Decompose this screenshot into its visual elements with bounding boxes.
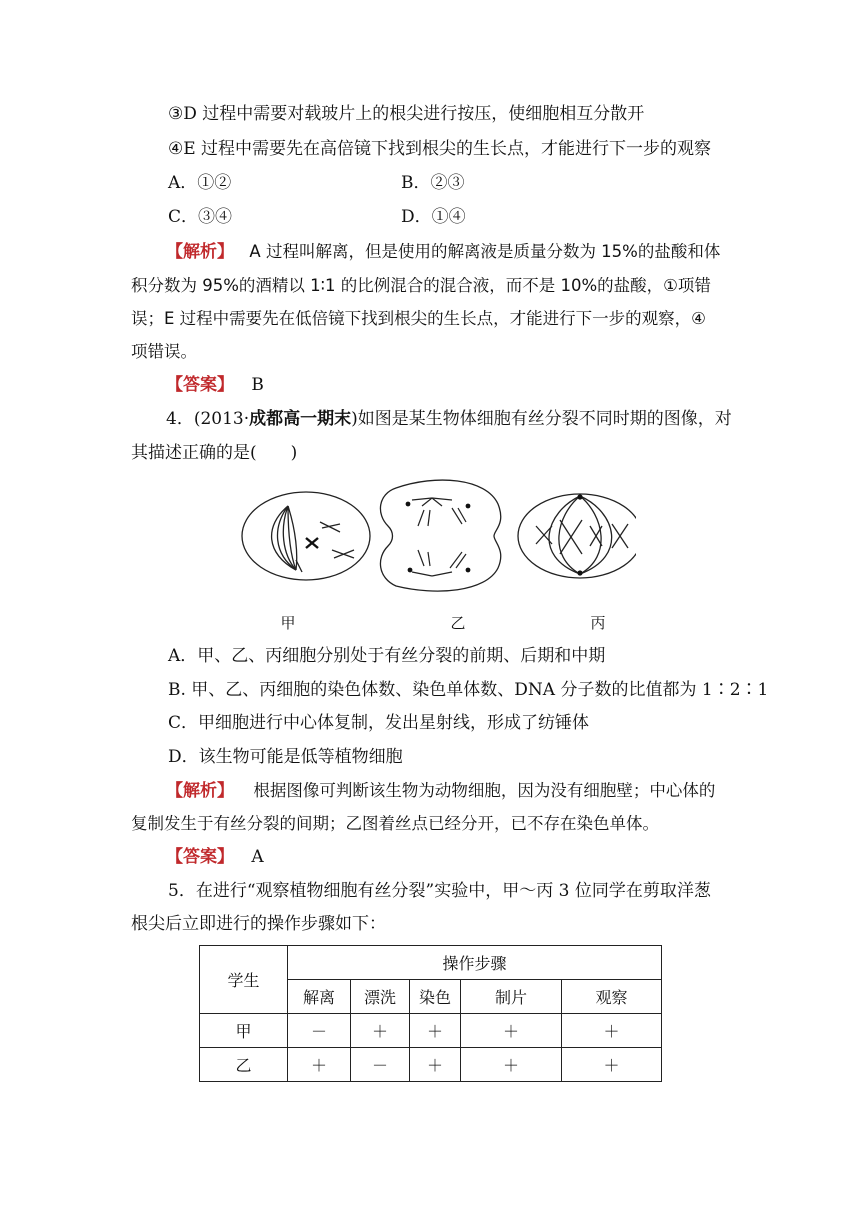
table-cell: －	[288, 1014, 351, 1048]
mitosis-figure	[236, 476, 636, 596]
q4-analysis-line-1	[166, 779, 715, 803]
operation-steps-table	[199, 945, 662, 1082]
q3-option-a: A．①②	[168, 173, 232, 193]
q3-item-3: ③D 过程中需要对载玻片上的根尖进行按压，使细胞相互分散开	[168, 104, 645, 124]
cell-jia	[242, 492, 370, 580]
q4-source: 成都高一期末	[249, 409, 352, 429]
student-name: 甲	[200, 1014, 288, 1048]
q4-year: 2013·	[200, 409, 250, 429]
cell-yi	[380, 480, 500, 591]
q4-stem-rest: )如图是某生物体细胞有丝分裂不同时期的图像，对	[351, 409, 732, 429]
table-row	[200, 1048, 662, 1082]
cell-bing	[518, 494, 636, 578]
q5-stem-line-1: 5．在进行“观察植物细胞有丝分裂”实验中，甲～丙 3 位同学在剪取洋葱	[168, 881, 711, 901]
figure-label-jia: 甲	[280, 614, 296, 632]
table-cell: ＋	[461, 1014, 562, 1048]
table-cell: －	[351, 1048, 410, 1082]
table-cell: ＋	[410, 1048, 461, 1082]
q4-number: 4．(	[166, 409, 201, 429]
q4-option-d: D．该生物可能是低等植物细胞	[168, 747, 403, 767]
q4-option-b: B. 甲、乙、丙细胞的染色体数、染色单体数、DNA 分子数的比值都为 1∶2∶1	[168, 680, 769, 700]
q3-option-c: C．③④	[168, 207, 233, 227]
q4-answer-label: 【答案】	[166, 847, 234, 867]
q4-stem-line-1	[166, 407, 732, 431]
figure-label-bing: 丙	[590, 614, 606, 632]
q3-analysis-label: 【解析】	[166, 242, 234, 262]
column-header: 染色	[410, 980, 461, 1014]
q4-option-a: A．甲、乙、丙细胞分别处于有丝分裂的前期、后期和中期	[168, 646, 606, 666]
q4-analysis-line-2: 复制发生于有丝分裂的间期；乙图着丝点已经分开，已不存在染色单体。	[131, 814, 659, 833]
column-header: 漂洗	[351, 980, 410, 1014]
q3-analysis-line-2: 积分数为 95%的酒精以 1∶1 的比例混合的混合液，而不是 10%的盐酸，①项错	[131, 276, 711, 295]
q3-analysis-text-1: A 过程叫解离，但是使用的解离液是质量分数为 15%的盐酸和体	[249, 242, 721, 261]
table-row	[200, 1014, 662, 1048]
student-name: 乙	[200, 1048, 288, 1082]
table-cell: ＋	[562, 1048, 662, 1082]
column-header: 制片	[461, 980, 562, 1014]
q3-answer-label: 【答案】	[166, 375, 234, 395]
table-cell: ＋	[461, 1048, 562, 1082]
q3-option-d: D．①④	[401, 207, 466, 227]
q4-option-c: C．甲细胞进行中心体复制，发出星射线，形成了纺锤体	[168, 713, 590, 733]
q3-analysis-line-3: 误；E 过程中需要先在低倍镜下找到根尖的生长点，才能进行下一步的观察，④	[131, 309, 706, 328]
q4-analysis-label: 【解析】	[166, 781, 234, 801]
q4-stem-line-2: 其描述正确的是( )	[131, 443, 298, 463]
column-header: 解离	[288, 980, 351, 1014]
q4-answer-value: A	[251, 847, 264, 867]
table-cell: ＋	[288, 1048, 351, 1082]
table-cell: ＋	[410, 1014, 461, 1048]
q3-analysis-line-4: 项错误。	[131, 342, 197, 361]
q5-stem-line-2: 根尖后立即进行的操作步骤如下：	[131, 914, 386, 934]
q4-answer-line	[166, 845, 264, 869]
column-header: 观察	[562, 980, 662, 1014]
table-cell: ＋	[351, 1014, 410, 1048]
q3-answer-line	[166, 373, 264, 397]
q4-analysis-text-1: 根据图像可判断该生物为动物细胞，因为没有细胞壁；中心体的	[253, 781, 716, 800]
student-header: 学生	[200, 946, 288, 1014]
steps-header: 操作步骤	[288, 946, 662, 980]
q3-answer-value: B	[251, 375, 264, 395]
q3-option-b: B．②③	[401, 173, 465, 193]
table-cell: ＋	[562, 1014, 662, 1048]
q3-item-4: ④E 过程中需要先在高倍镜下找到根尖的生长点，才能进行下一步的观察	[168, 139, 712, 159]
q3-analysis-line-1	[166, 240, 720, 264]
figure-label-yi: 乙	[450, 614, 466, 632]
